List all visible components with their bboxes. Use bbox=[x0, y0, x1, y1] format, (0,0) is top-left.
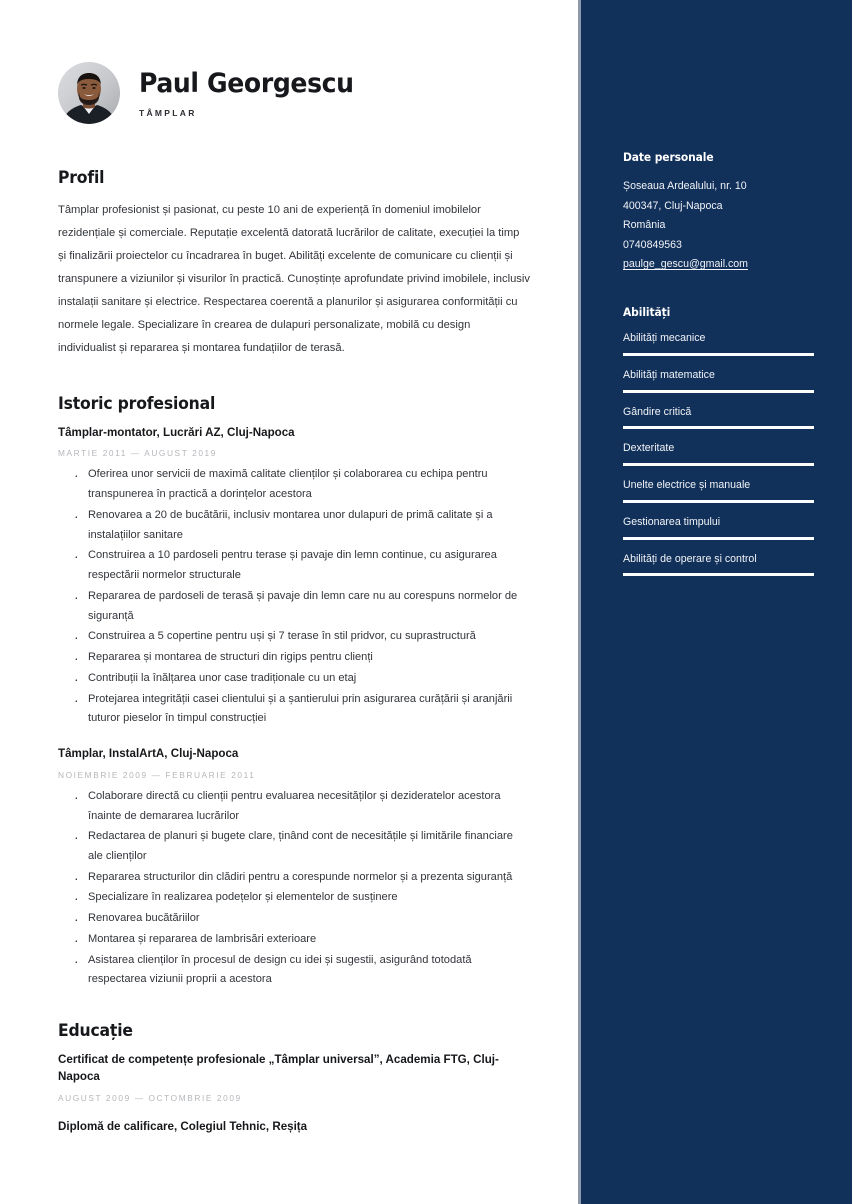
skill-bar-fill bbox=[623, 426, 814, 429]
page-title: Paul Georgescu bbox=[139, 68, 354, 100]
skill-label: Abilități matematice bbox=[623, 368, 715, 381]
section-title-profile: Profil bbox=[58, 168, 105, 188]
list-item: · Montarea și repararea de lambrisări exterioare bbox=[88, 930, 530, 950]
skill-item bbox=[623, 553, 814, 577]
education-list bbox=[58, 1052, 530, 1135]
list-item: · Protejarea integrității casei clientului și a șantierului prin asigurarea curățării și aranjării tuturor pieselor în timpul construcției bbox=[88, 690, 530, 729]
sidebar-title-skills: Abilități bbox=[623, 304, 671, 319]
experience-entry-date: MARTIE 2011 — AUGUST 2019 bbox=[58, 448, 217, 459]
list-item: · Contribuții la înălțarea unor case tradiționale cu un etaj bbox=[88, 669, 530, 689]
list-item: · Colaborare directă cu clienții pentru evaluarea necesităților și dezideratelor acestora înainte de demararea lucrărilor bbox=[88, 787, 530, 826]
skill-label: Unelte electrice și manuale bbox=[623, 479, 751, 492]
list-item: · Repararea de pardoseli de terasă și pavaje din lemn care nu au corespuns normelor de siguranță bbox=[88, 587, 530, 626]
portrait-photo-icon bbox=[58, 62, 120, 124]
list-item: · Redactarea de planuri și bugete clare, ținând cont de necesitățile și limitările financiare ale clienților bbox=[88, 827, 530, 866]
skill-label: Abilități de operare și control bbox=[623, 552, 757, 565]
skill-bar-fill bbox=[623, 500, 814, 503]
experience-entry bbox=[58, 425, 530, 729]
experience-entry-title: Tâmplar, InstalArtA, Cluj-Napoca bbox=[58, 747, 239, 761]
experience-list bbox=[58, 425, 530, 990]
skill-item bbox=[623, 442, 814, 466]
list-item: · Renovarea a 20 de bucătării, inclusiv montarea unor dulapuri de primă calitate și a instalațiilor sanitare bbox=[88, 506, 530, 545]
list-item: · Repararea structurilor din clădiri pentru a corespunde normelor și a prezenta siguranță bbox=[88, 868, 530, 888]
education-entry-date: AUGUST 2009 — OCTOMBRIE 2009 bbox=[58, 1092, 242, 1103]
profile-text: Tâmplar profesionist și pasionat, cu peste 10 ani de experiență în domeniul imobilelor rezidențiale și comerciale. Reputație excelentă datorată lucrărilor de calitate, execuției la timp și finalizării proiectelor cu încadrarea în buget. Abilități excelente de comunicare cu clienții și transpunere a viziunilor și visurilor în practică. Cunoștințe aprofundate privind imobilele, inclusiv instalații sanitare și electrice. Respectarea coerentă a planurilor și asigurarea conformității cu normele legale. Specializare în crearea de dulapuri personalizate, mobilă cu design individualist și repararea și montarea fundațiilor de terasă. bbox=[58, 204, 530, 354]
skill-item bbox=[623, 406, 814, 430]
spacer bbox=[623, 275, 814, 305]
education-entry-title: Diplomă de calificare, Colegiul Tehnic, Reșița bbox=[58, 1119, 308, 1133]
section-title-education: Educație bbox=[58, 1021, 133, 1042]
avatar-photo bbox=[58, 62, 120, 124]
avatar bbox=[58, 62, 120, 124]
resume-header bbox=[58, 62, 530, 124]
skill-bar-fill bbox=[623, 537, 814, 540]
skill-label: Abilități mecanice bbox=[623, 331, 706, 344]
experience-bullets bbox=[58, 465, 530, 729]
skill-item bbox=[623, 369, 814, 393]
sidebar bbox=[578, 0, 852, 1204]
contact-block bbox=[623, 177, 814, 275]
spacer bbox=[58, 1007, 530, 1021]
section-title-experience: Istoric profesional bbox=[58, 393, 216, 414]
skill-bar bbox=[623, 426, 814, 429]
education-entry bbox=[58, 1052, 530, 1103]
list-item: · Asistarea clienților în procesul de design cu idei și sugestii, asigurând totodată respectarea viziunii proprii a acestora bbox=[88, 951, 530, 990]
address-line-1: Șoseaua Ardealului, nr. 10 bbox=[623, 180, 747, 192]
skill-bar bbox=[623, 500, 814, 503]
address-line-2: 400347, Cluj-Napoca bbox=[623, 199, 723, 212]
skill-label: Gestionarea timpului bbox=[623, 515, 721, 528]
skill-bar-fill bbox=[623, 573, 814, 576]
country: România bbox=[623, 219, 666, 232]
skill-bar-fill bbox=[623, 390, 814, 393]
skill-bar bbox=[623, 463, 814, 466]
education-entry-title: Certificat de competențe profesionale „Tâmplar universal”, Academia FTG, Cluj-Napoca bbox=[58, 1053, 499, 1083]
job-title: TÂMPLAR bbox=[139, 107, 197, 118]
skill-bar bbox=[623, 573, 814, 576]
skill-item bbox=[623, 516, 814, 540]
email-link[interactable]: paulge_gescu@gmail.com bbox=[623, 258, 748, 271]
skills-list bbox=[623, 332, 814, 576]
skill-bar-fill bbox=[623, 463, 814, 466]
experience-entry-date: NOIEMBRIE 2009 — FEBRUARIE 2011 bbox=[58, 769, 256, 780]
skill-bar bbox=[623, 537, 814, 540]
skill-item bbox=[623, 332, 814, 356]
experience-entry-title: Tâmplar-montator, Lucrări AZ, Cluj-Napoca bbox=[58, 425, 295, 439]
sidebar-title-personal: Date personale bbox=[623, 150, 714, 164]
skill-label: Dexteritate bbox=[623, 442, 675, 455]
education-entry bbox=[58, 1119, 530, 1136]
experience-entry bbox=[58, 746, 530, 990]
skill-bar bbox=[623, 353, 814, 356]
list-item: · Renovarea bucătăriilor bbox=[88, 909, 530, 929]
list-item: · Construirea a 10 pardoseli pentru terase și pavaje din lemn continue, cu asigurarea respectării normelor structurale bbox=[88, 546, 530, 585]
phone-number[interactable]: 0740849563 bbox=[623, 238, 682, 251]
list-item: · Repararea și montarea de structuri din rigips pentru clienți bbox=[88, 648, 530, 668]
skill-item bbox=[623, 479, 814, 503]
skill-label: Gândire critică bbox=[623, 405, 692, 418]
skill-bar-fill bbox=[623, 353, 814, 356]
list-item: · Construirea a 5 copertine pentru uși și 7 terase în stil pridvor, cu suprastructură bbox=[88, 627, 530, 647]
name-block bbox=[139, 68, 370, 117]
experience-bullets bbox=[58, 787, 530, 990]
list-item: · Specializare în realizarea podețelor și elementelor de susținere bbox=[88, 888, 530, 908]
list-item: · Oferirea unor servicii de maximă calitate clienților și colaborarea cu echipa pentru transpunerea în practică a dorințelor acestora bbox=[88, 465, 530, 504]
skill-bar bbox=[623, 390, 814, 393]
